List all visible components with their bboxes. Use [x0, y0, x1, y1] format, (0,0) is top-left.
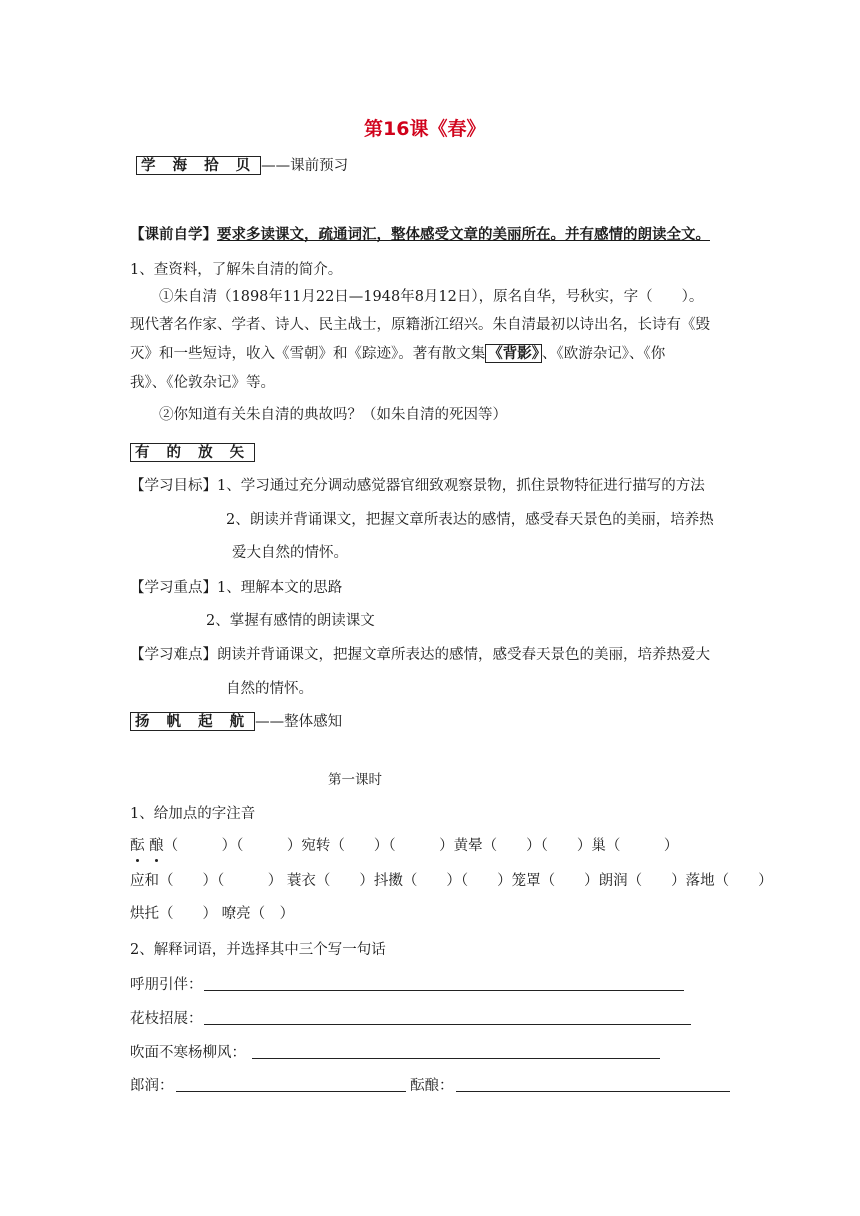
section-suffix: ——课前预习: [261, 158, 349, 174]
boxed-book-title: 《背影》: [485, 344, 542, 363]
pinyin-heading: 1、给加点的字注音: [130, 806, 256, 822]
q1-para-line: [130, 343, 665, 365]
vocab-item: 吹面不寒杨柳风：: [130, 1045, 246, 1061]
vocab-item: 酝酿：: [410, 1078, 454, 1094]
section-header-goals: [130, 442, 255, 464]
q1-heading: 1、查资料，了解朱自清的简介。: [130, 262, 343, 278]
dotted-char: 酝: [130, 835, 145, 857]
section-box-label: 学 海 拾 贝: [136, 156, 261, 175]
answer-line[interactable]: [204, 990, 684, 991]
key-point-line: 2、掌握有感情的朗读课文: [206, 613, 375, 629]
key-text: 1、理解本文的思路: [217, 580, 343, 596]
dotted-char: 酿: [149, 835, 164, 857]
page-title: 第16课《春》: [364, 118, 486, 140]
vocab-item: 呼朋引伴：: [130, 977, 203, 993]
q1-para-line: 现代著名作家、学者、诗人、民主战士，原籍浙江绍兴。朱自清最初以诗出名，长诗有《毁: [130, 317, 710, 333]
q1-text: 灭》和一些短诗，收入《雪朝》和《踪迹》。著有散文集: [130, 346, 486, 362]
vocab-item: 郎润：: [130, 1078, 174, 1094]
goal-text: 1、学习通过充分调动感觉器官细致观察景物，抓住景物特征进行描写的方法: [217, 478, 705, 494]
pinyin-blanks: （ ）（ ）宛转（ ）（ ）黄晕（ ）（ ）巢（ ）: [163, 838, 679, 854]
self-study-text: 要求多读课文，疏通词汇，整体感受文章的美丽所在。并有感情的朗读全文。: [217, 226, 710, 243]
difficulty-line: 自然的情怀。: [226, 681, 313, 697]
pinyin-row: [130, 835, 678, 857]
answer-line[interactable]: [456, 1091, 730, 1092]
section-box-label: 扬 帆 起 航: [130, 712, 255, 731]
goal-line: 爱大自然的情怀。: [232, 545, 348, 561]
pinyin-row: 应和（ ）（ ） 蓑衣（ ）抖擞（ ）（ ）笼罩（ ）朗润（ ）落地（ ）: [130, 873, 773, 889]
section-box-label: 有 的 放 矢: [130, 443, 255, 462]
goal-line: [130, 475, 705, 497]
difficulty-line: [130, 644, 710, 666]
section-suffix: ——整体感知: [255, 714, 343, 730]
self-study-line: [130, 224, 710, 246]
vocab-item: 花枝招展：: [130, 1011, 203, 1027]
q1-text: 、《欧游杂记》、《你: [542, 346, 666, 362]
q1-question: ②你知道有关朱自清的典故吗？（如朱自清的死因等）: [159, 407, 507, 423]
goals-tag: 【学习目标】: [130, 478, 217, 494]
answer-line[interactable]: [204, 1024, 691, 1025]
self-study-tag: 【课前自学】: [130, 226, 217, 243]
difficulty-tag: 【学习难点】: [130, 647, 217, 663]
key-point-line: [130, 577, 342, 599]
lesson-label: 第一课时: [328, 772, 382, 788]
section-header-preview: [136, 155, 348, 177]
section-header-overview: [130, 711, 342, 733]
vocab-heading: 2、解释词语，并选择其中三个写一句话: [130, 942, 386, 958]
q1-para-line: 我》、《伦敦杂记》等。: [130, 375, 275, 391]
answer-line[interactable]: [252, 1058, 660, 1059]
pinyin-row: 烘托（ ） 嘹亮（ ）: [130, 906, 295, 922]
key-tag: 【学习重点】: [130, 580, 217, 596]
difficulty-text: 朗读并背诵课文，把握文章所表达的感情，感受春天景色的美丽，培养热爱大: [217, 647, 710, 663]
answer-line[interactable]: [176, 1091, 406, 1092]
q1-para-line: ①朱自清（1898年11月22日—1948年8月12日），原名自华，号秋实，字（ ）。: [159, 289, 704, 305]
goal-line: 2、朗读并背诵课文，把握文章所表达的感情，感受春天景色的美丽，培养热: [226, 512, 714, 528]
